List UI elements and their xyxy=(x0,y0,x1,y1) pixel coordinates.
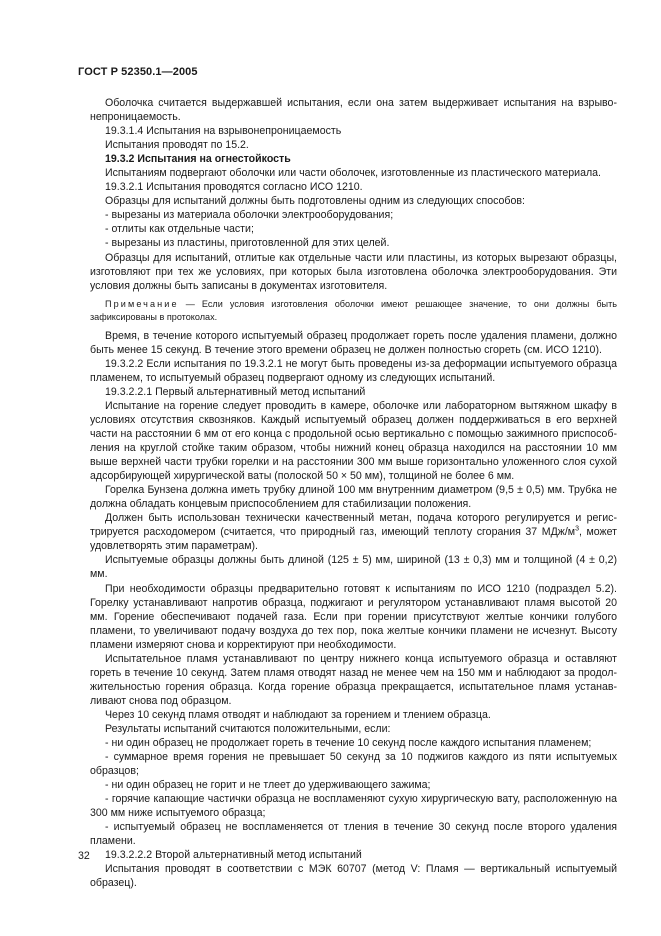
paragraph: Время, в течение которого испытуемый образец продолжает гореть после удаления пламени, должно быть менее 15 секунд. В течение этого времени образец не должен полностью сгореть (см. ИСО 1210). xyxy=(90,329,617,356)
note-label: Примечание xyxy=(105,298,179,309)
list-item: - отлиты как отдельные части; xyxy=(105,223,254,236)
note xyxy=(90,298,617,324)
note-text: — Если условия изготовления оболочки имеют решающее значение, то они должны быть зафиксированы в протоколах. xyxy=(90,298,617,322)
methane-text: Должен быть использован технически качественный метан, подача которого регулируется и регистрируется расходомером (считается, что природный газ, имеющий теплоту сгорания 37 МДж/м xyxy=(90,512,617,539)
paragraph: Через 10 секунд пламя отводят и наблюдают за горением и тлением образца. xyxy=(105,708,491,721)
paragraph xyxy=(90,511,617,553)
superscript: 3 xyxy=(575,525,579,533)
document-body xyxy=(90,96,617,891)
paragraph: 19.3.2.1 Испытания проводятся согласно ИСО 1210. xyxy=(105,181,363,194)
paragraph: Испытание на горение следует проводить в камере, оболочке или лабораторном вытяжном шкафу в условиях отсутствия сквозняков. Каждый испытуемый образец должен поддерживаться в его верхней части на расстоянии 6 мм от его конца с продольной осью вертикально с помощью зажимного приспособления на круглой стойке таким образом, чтобы нижний конец образца находился на расстоянии 10 мм выше верхней части трубки горелки и на расстоянии 300 мм выше горизонтально уложенного слоя сухой адсорбирующей хирургической ваты (полоской 50 × 50 мм), толщиной не более 6 мм. xyxy=(90,399,617,483)
paragraph: Образцы для испытаний должны быть подготовлены одним из следующих способов: xyxy=(105,195,525,208)
list-item: - ни один образец не продолжает гореть в течение 10 секунд после каждого испытания пламенем; xyxy=(105,737,592,750)
list-item: - горячие капающие частички образца не воспламеняют сухую хирургическую вату, расположенную на 300 мм ниже испытуемого образца; xyxy=(90,793,617,820)
page-number: 32 xyxy=(78,850,90,862)
paragraph: Испытательное пламя устанавливают по центру нижнего конца испытуемого образца и оставляют гореть в течение 10 секунд. Затем пламя отводят назад не менее чем на 150 мм и наблюдают за продолжительностью горения образца. Когда горение образца прекращается, испытательное пламя устанавливают снова под образцом. xyxy=(90,652,617,707)
paragraph: Испытания проводят в соответствии с МЭК 60707 (метод V: Пламя — вертикальный испытуемый образец). xyxy=(90,863,617,890)
list-item: - суммарное время горения не превышает 50 секунд за 10 поджигов каждого из пяти испытуемых образцов; xyxy=(90,751,617,778)
list-item: - вырезаны из пластины, приготовленной для этих целей. xyxy=(105,237,390,250)
paragraph: 19.3.2.2 Если испытания по 19.3.2.1 не могут быть проведены из-за деформации испытуемого образца пламенем, то испытуемый образец подвергают одному из следующих испытаний. xyxy=(90,357,617,384)
document-header: ГОСТ Р 52350.1—2005 xyxy=(78,66,198,78)
clause-heading: 19.3.2.2.1 Первый альтернативный метод испытаний xyxy=(105,385,366,398)
section-heading: 19.3.2 Испытания на огнестойкость xyxy=(105,153,291,166)
list-item: - испытуемый образец не воспламеняется от тления в течение 30 секунд после второго удаления пламени. xyxy=(90,821,617,848)
methane-tail: , может удовлетворять этим параметрам). xyxy=(90,526,617,553)
paragraph: Горелка Бунзена должна иметь трубку длиной 100 мм внутренним диаметром (9,5 ± 0,5) мм. Трубка не должна обладать концевым приспособлением для стабилизации положения. xyxy=(90,484,617,511)
list-item: - вырезаны из материала оболочки электрооборудования; xyxy=(105,209,394,222)
paragraph: Результаты испытаний считаются положительными, если: xyxy=(105,722,391,735)
paragraph: Образцы для испытаний, отлитые как отдельные части или пластины, из которых вырезают образцы, изготовляют при тех же условиях, при которых была изготовлена оболочка электрооборудования. Эти условия должны быть записаны в документах изготовителя. xyxy=(90,251,617,292)
paragraph: Оболочка считается выдержавшей испытания, если она затем выдерживает испытания на взрывонепроницаемость. xyxy=(90,97,617,124)
paragraph: Испытания проводят по 15.2. xyxy=(105,139,249,152)
list-item: - ни один образец не горит и не тлеет до удерживающего зажима; xyxy=(105,779,431,792)
paragraph: Испытаниям подвергают оболочки или части оболочек, изготовленные из пластического материала. xyxy=(105,167,601,180)
paragraph: При необходимости образцы предварительно готовят к испытаниям по ИСО 1210 (подраздел 5.2). Горелку устанавливают напротив образца, поджигают и регулятором устанавливают пламя высотой 20 мм. Горение обеспечивают подачей газа. Если при горении присутствуют желтые кончики голубого пламени, то увеличивают подачу воздуха до тех пор, пока желтые кончики пламени не исчезнут. Высоту пламени измеряют снова и корректируют при необходимости. xyxy=(90,582,617,651)
paragraph: Испытуемые образцы должны быть длиной (125 ± 5) мм, шириной (13 ± 0,3) мм и толщиной (4 ± 0,2) мм. xyxy=(90,554,617,581)
clause-heading: 19.3.1.4 Испытания на взрывонепроницаемость xyxy=(105,125,342,138)
clause-heading: 19.3.2.2.2 Второй альтернативный метод испытаний xyxy=(105,849,362,862)
